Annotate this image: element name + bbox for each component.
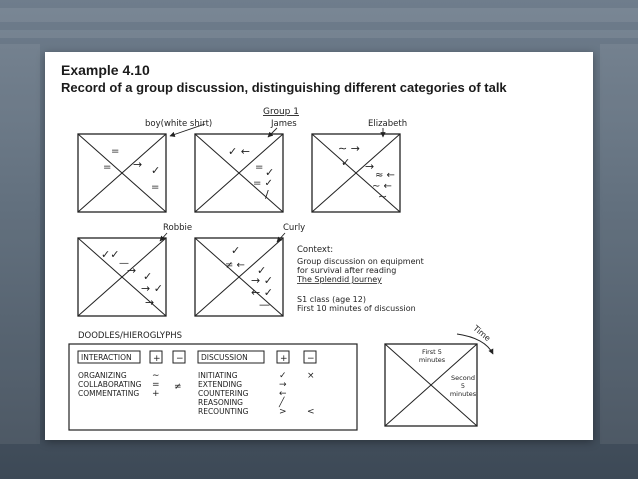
svg-text:=: =	[255, 162, 264, 173]
document-title: Record of a group discussion, distinguishing different categories of talk	[61, 80, 507, 95]
participant-name: Curly	[283, 223, 306, 233]
svg-text:→: →	[365, 160, 375, 173]
svg-text:/: /	[265, 188, 269, 201]
svg-text:≠: ≠	[174, 382, 182, 392]
svg-text:= ✓: = ✓	[253, 178, 273, 189]
svg-text:−: −	[176, 354, 184, 364]
participant-box-james	[195, 119, 297, 212]
participant-box-curly	[195, 223, 305, 316]
svg-text:+: +	[280, 354, 288, 364]
svg-text:✓: ✓	[231, 244, 241, 257]
svg-text:∼ →: ∼ →	[338, 142, 360, 155]
participant-box-boy	[78, 119, 212, 212]
second-period-label: Second 5 minutes	[449, 374, 477, 398]
context-heading: Context:	[297, 245, 334, 255]
svg-text:COUNTERING: COUNTERING	[198, 389, 249, 398]
svg-text:← ✓: ← ✓	[251, 286, 273, 299]
svg-text:✓: ✓	[341, 156, 351, 169]
svg-text:COLLABORATING: COLLABORATING	[78, 380, 142, 389]
svg-text:S1 class (age 12): S1 class (age 12)	[297, 295, 366, 304]
svg-text:∼: ∼	[152, 371, 160, 381]
svg-text:✓ ←: ✓ ←	[228, 145, 250, 158]
svg-text:REASONING: REASONING	[198, 398, 243, 407]
participant-name: James	[271, 119, 297, 129]
svg-text:→: →	[133, 158, 143, 171]
svg-text:The Splendid Journey: The Splendid Journey	[297, 275, 382, 284]
svg-text:≠ ←: ≠ ←	[225, 260, 245, 271]
context-note	[296, 245, 424, 313]
time-box	[385, 323, 493, 426]
first-period-label: First 5 minutes	[418, 348, 446, 364]
participant-name: Elizabeth	[368, 119, 408, 129]
svg-text:=: =	[111, 146, 120, 157]
svg-text:>: >	[279, 407, 287, 417]
svg-text:COMMENTATING: COMMENTATING	[78, 389, 140, 398]
talk-record-diagram	[45, 52, 593, 440]
svg-text:−: −	[307, 354, 315, 364]
svg-text:×: ×	[307, 371, 315, 381]
svg-text:✓✓: ✓✓	[101, 248, 120, 261]
group-label: Group 1	[263, 107, 299, 117]
svg-text:+: +	[152, 389, 160, 399]
svg-text:Group discussion on equipment: Group discussion on equipment	[297, 257, 424, 266]
svg-text:EXTENDING: EXTENDING	[198, 380, 243, 389]
legend-title: DOODLES/HIEROGLYPHS	[78, 331, 183, 341]
svg-text:→ ✓: → ✓	[141, 282, 163, 295]
svg-text:✓: ✓	[265, 166, 275, 179]
svg-text:—: —	[259, 298, 270, 311]
svg-text:First 10 minutes of discussion: First 10 minutes of discussion	[297, 304, 416, 313]
svg-text:✓: ✓	[257, 264, 267, 277]
svg-text:RECOUNTING: RECOUNTING	[198, 407, 249, 416]
svg-text:→ ✓: → ✓	[251, 274, 273, 287]
participant-name: Robbie	[163, 223, 193, 233]
example-number: Example 4.10	[61, 62, 150, 78]
svg-text:✓: ✓	[143, 270, 153, 283]
svg-text:=: =	[151, 182, 160, 193]
svg-text:<: <	[307, 407, 315, 417]
svg-text:←: ←	[279, 389, 287, 399]
svg-text:≈ ←: ≈ ←	[375, 170, 395, 181]
svg-text:→: →	[279, 380, 287, 390]
participant-box-elizabeth	[312, 119, 407, 212]
interaction-header: INTERACTION	[81, 353, 132, 362]
svg-text:✓: ✓	[279, 371, 287, 381]
svg-text:∼ ←: ∼ ←	[372, 181, 392, 192]
document-slide	[45, 52, 593, 440]
svg-text:✓: ✓	[151, 164, 161, 177]
svg-text:→: →	[127, 264, 137, 277]
svg-text:=: =	[103, 162, 112, 173]
time-label: Time	[471, 323, 493, 344]
svg-text:∼: ∼	[378, 190, 388, 203]
legend	[69, 331, 357, 430]
svg-text:INITIATING: INITIATING	[198, 371, 238, 380]
svg-text:for survival after reading: for survival after reading	[297, 266, 397, 275]
participant-name: boy(white shirt)	[145, 119, 213, 129]
discussion-header: DISCUSSION	[201, 353, 248, 362]
svg-text:→: →	[145, 296, 155, 309]
svg-text:=: =	[152, 380, 160, 390]
svg-text:╱: ╱	[279, 398, 285, 408]
svg-text:—: —	[119, 258, 129, 269]
participant-box-robbie	[78, 223, 192, 316]
svg-text:ORGANIZING: ORGANIZING	[78, 371, 127, 380]
svg-text:+: +	[153, 354, 161, 364]
